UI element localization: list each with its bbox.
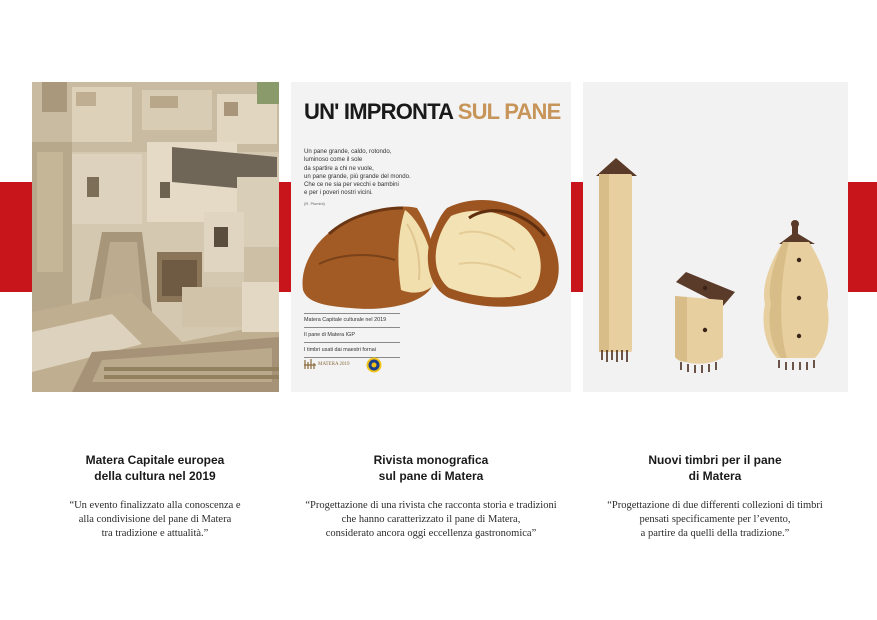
caption-quote-line: considerato ancora oggi eccellenza gastronomica” [325,528,537,539]
caption-quote [291,499,571,541]
cover-title [304,99,561,125]
matera-2019-logo [304,358,350,370]
caption-quote-line: tra tradizione e attualità.” [101,528,209,539]
caption-title-line: della cultura nel 2019 [94,469,216,483]
caption-title-line: di Matera [688,469,742,483]
caption-title-line: Nuovi timbri per il pane [648,453,782,467]
magazine-cover [291,82,571,392]
caption-title-line: sul pane di Matera [378,469,484,483]
cover-title-accent: SUL PANE [457,99,561,124]
igp-seal-icon [366,357,382,373]
caption-quote-line: alla condivisione del pane di Matera [78,514,232,525]
poem-line: un pane grande, più grande del mondo. [304,172,411,180]
cover-contents-list [304,313,400,360]
caption-column-3 [575,452,855,541]
matera-logo-icon [304,358,316,370]
poem-line: Un pane grande, caldo, rotondo, [304,148,392,155]
caption-quote [15,499,295,541]
cover-list-item: Matera Capitale culturale nel 2019 [304,313,400,328]
caption-quote-line: “Un evento finalizzato alla conoscenza e [69,500,241,511]
poem-line: da spartire a chi ne vuole, [304,164,374,172]
bread-stamps-render [583,82,848,392]
cover-list-item: I timbri usati dai maestri fornai [304,345,400,358]
caption-quote-line: “Progettazione di una rivista che racconta storia e tradizioni [305,500,557,511]
caption-quote-line: a partire da quelli della tradizione.” [640,528,790,539]
tall-stamp [596,158,637,362]
caption-title-line: Rivista monografica [373,453,489,467]
poem-author: (R. Piumini) [304,200,325,206]
matera-photo [32,82,279,392]
matera-logo-text: MATERA 2019 [318,361,350,367]
caption-title [575,452,855,484]
poem-line: Che ce ne sia per vecchi e bambini [304,181,399,189]
caption-column-2 [291,452,571,541]
red-band-right [848,182,877,292]
poem-line: luminoso come il sole [304,156,363,164]
caption-title [291,452,571,484]
caption-title [15,452,295,484]
caption-quote-line: “Progettazione di due differenti collezioni di timbri [607,500,823,511]
caption-title-line: Matera Capitale europea [85,453,225,467]
caption-quote-line: pensati specificamente per l’evento, [639,514,791,525]
red-band-left [0,182,32,292]
cover-list-item: Il pane di Matera IGP [304,330,400,343]
cover-title-dark: UN' IMPRONTA [304,99,453,124]
caption-column-1 [15,452,295,541]
bread-loaves-image [299,194,563,312]
matera-sassi-illustration [32,82,279,392]
caption-quote [575,499,855,541]
bread-stamps-illustration [583,82,848,392]
poem-line: e per i poveri nostri vicini. [304,189,373,197]
caption-quote-line: che hanno caratterizzato il pane di Matera, [341,514,521,525]
